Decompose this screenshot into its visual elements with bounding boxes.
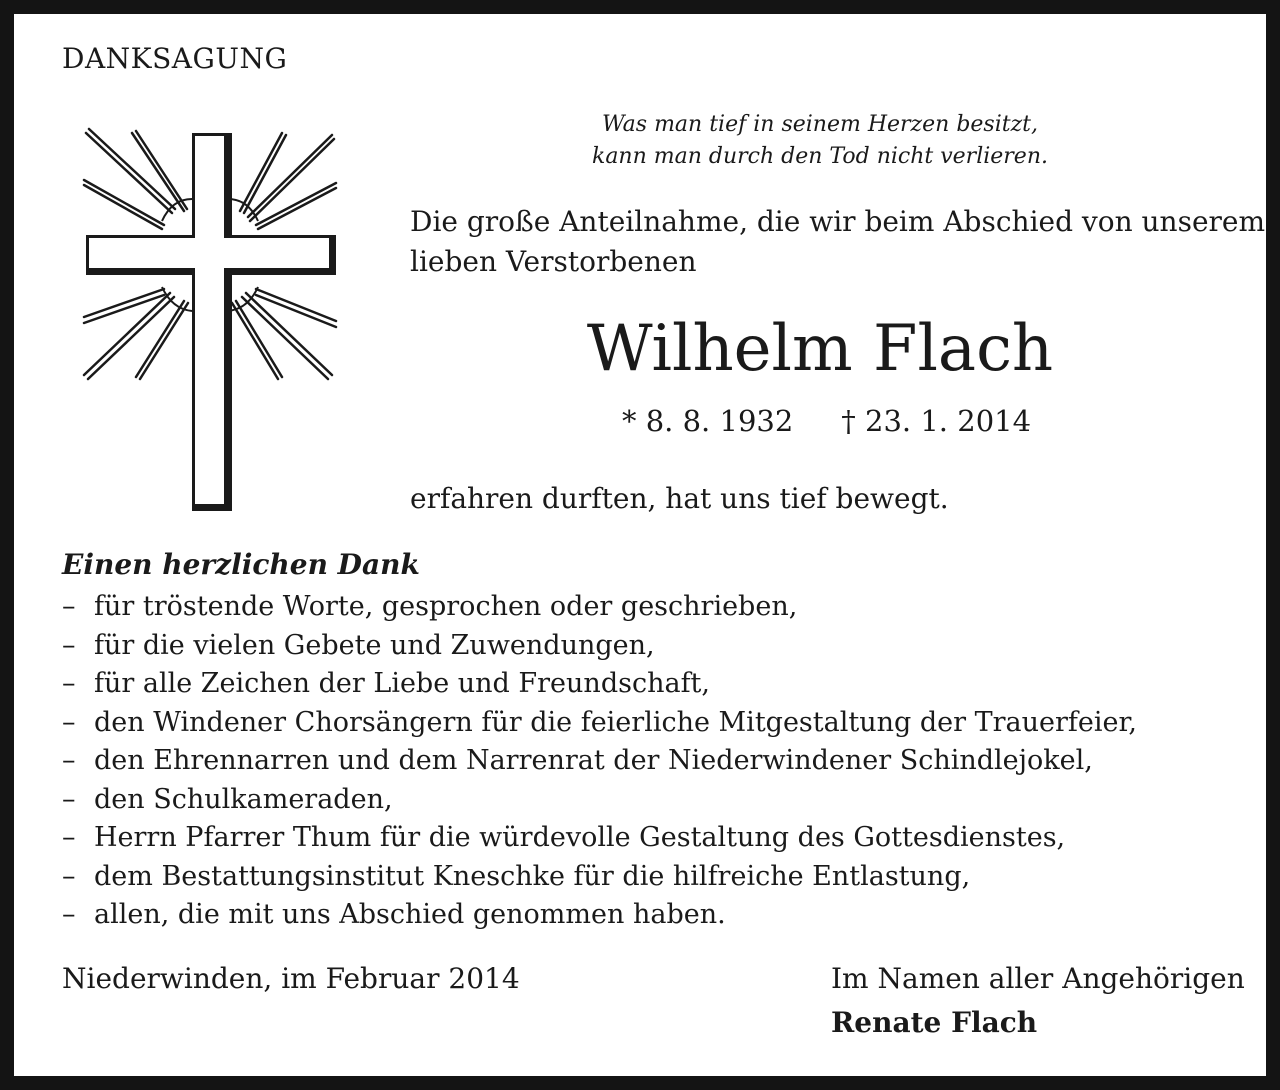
list-item-text: den Windener Chorsängern für die feierliche Mitgestaltung der Trauerfeier, — [94, 706, 1138, 738]
signature-line: Im Namen aller Angehörigen — [831, 962, 1245, 995]
intro-line-2: lieben Verstorbenen — [410, 245, 697, 278]
motto-line-1: Was man tief in seinem Herzen besitzt, — [601, 112, 1039, 137]
after-name-text: erfahren durften, hat uns tief bewegt. — [410, 482, 949, 515]
birth-date: * 8. 8. 1932 — [622, 404, 794, 438]
list-item — [62, 744, 1137, 783]
thanks-list — [62, 590, 1137, 937]
list-item — [62, 706, 1137, 745]
list-item-text: allen, die mit uns Abschied genommen haben. — [94, 899, 726, 930]
list-dash: – — [62, 822, 76, 853]
place-date: Niederwinden, im Februar 2014 — [62, 962, 520, 995]
list-item-text: den Schulkameraden, — [94, 783, 393, 815]
list-item-text: den Ehrennarren und dem Narrenrat der Niederwindener Schindlejokel, — [94, 745, 1093, 776]
life-dates — [622, 404, 1031, 438]
list-item — [62, 821, 1137, 860]
list-dash: – — [62, 591, 76, 622]
list-item-text: für alle Zeichen der Liebe und Freundschaft, — [94, 668, 710, 699]
intro-line-1: Die große Anteilnahme, die wir beim Abschied von unserem — [410, 205, 1266, 238]
list-dash: – — [62, 706, 76, 738]
list-dash: – — [62, 629, 76, 661]
list-item-text: Herrn Pfarrer Thum für die würdevolle Gestaltung des Gottesdienstes, — [94, 822, 1066, 853]
motto-line-2: kann man durch den Tod nicht verlieren. — [591, 144, 1048, 169]
list-item — [62, 783, 1137, 822]
list-dash: – — [62, 668, 76, 699]
list-dash: – — [62, 745, 76, 776]
death-date: † 23. 1. 2014 — [841, 404, 1032, 438]
list-dash: – — [62, 783, 76, 815]
list-item — [62, 860, 1137, 899]
list-item-text: für tröstende Worte, gesprochen oder geschrieben, — [94, 591, 798, 622]
list-item — [62, 898, 1137, 937]
list-item — [62, 629, 1137, 668]
list-item-text: für die vielen Gebete und Zuwendungen, — [94, 629, 655, 661]
list-item-text: dem Bestattungsinstitut Kneschke für die hilfreiche Entlastung, — [94, 860, 971, 892]
notice-heading: DANKSAGUNG — [62, 42, 288, 75]
list-item — [62, 667, 1137, 706]
thanks-heading: Einen herzlichen Dank — [62, 548, 420, 581]
radiant-cross-icon — [80, 125, 340, 515]
list-dash: – — [62, 899, 76, 930]
list-item — [62, 590, 1137, 629]
list-dash: – — [62, 860, 76, 892]
signature-name: Renate Flach — [831, 1006, 1038, 1039]
deceased-name: Wilhelm Flach — [586, 312, 1054, 386]
